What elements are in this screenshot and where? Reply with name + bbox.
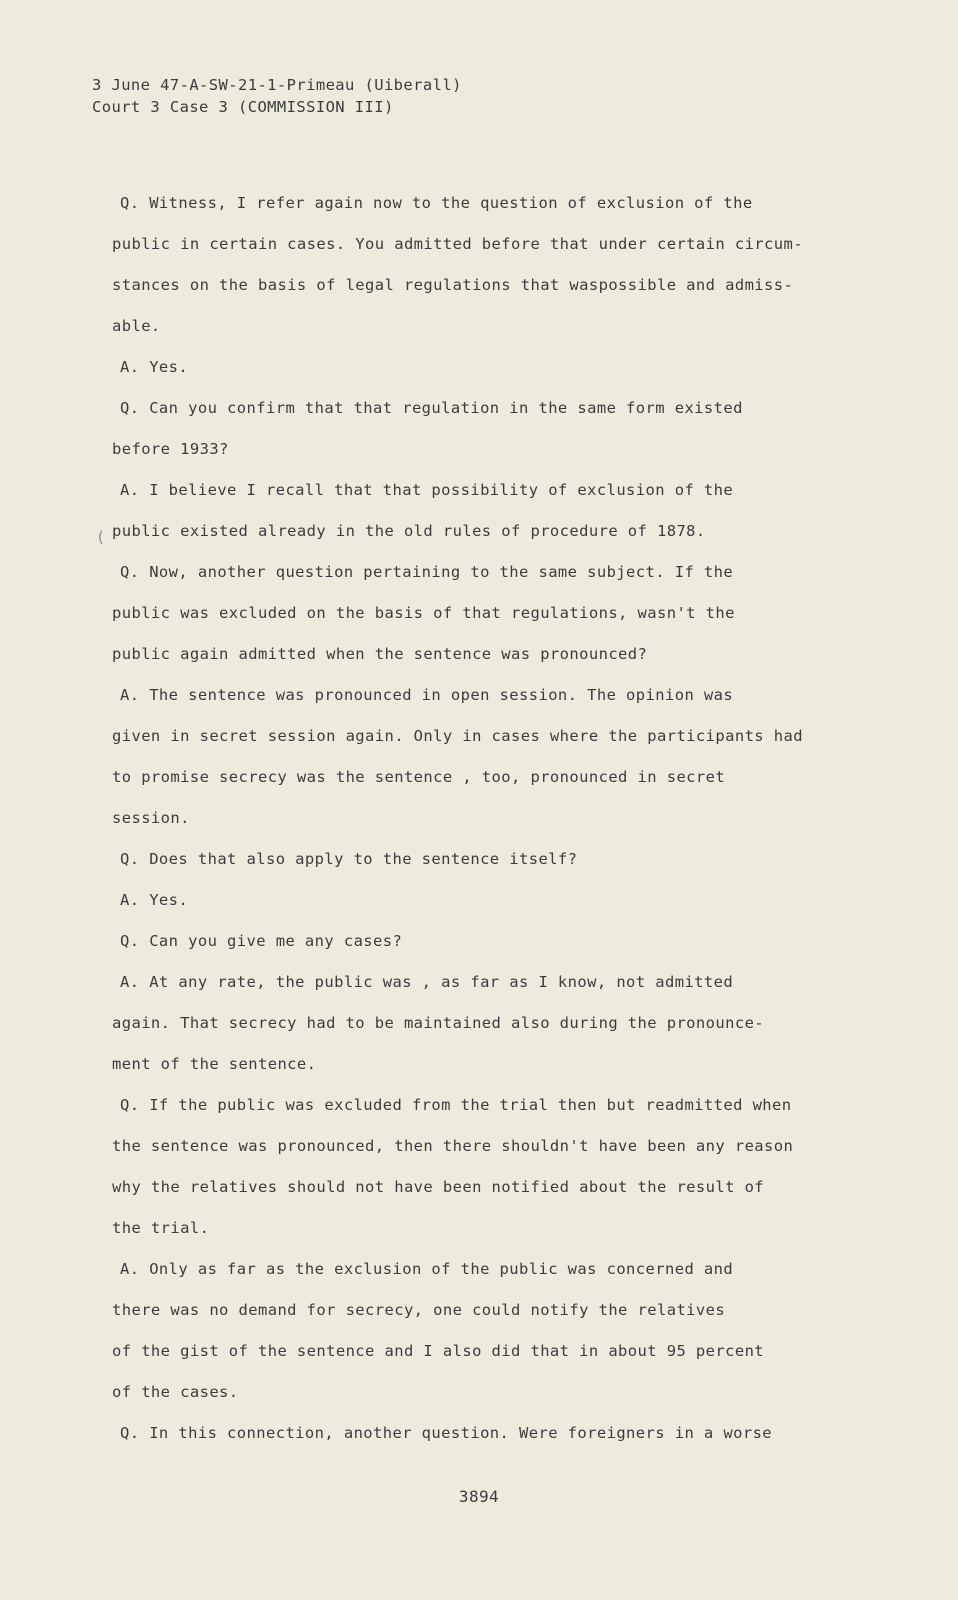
transcript-line: session.: [112, 809, 190, 827]
header-line-court-case: Court 3 Case 3 (COMMISSION III): [92, 98, 394, 116]
transcript-line: Q. Does that also apply to the sentence itself?: [120, 850, 578, 868]
transcript-line: A. Only as far as the exclusion of the public was concerned and: [120, 1260, 734, 1278]
transcript-line: of the cases.: [112, 1383, 239, 1401]
transcript-line: there was no demand for secrecy, one could notify the relatives: [112, 1301, 726, 1319]
transcript-line: stances on the basis of legal regulations that waspossible and admiss-: [112, 276, 794, 294]
transcript-line: Q. Can you give me any cases?: [120, 932, 403, 950]
transcript-line: ment of the sentence.: [112, 1055, 317, 1073]
transcript-line: to promise secrecy was the sentence , too, pronounced in secret: [112, 768, 726, 786]
transcript-line: Q. Now, another question pertaining to the same subject. If the: [120, 563, 734, 581]
transcript-line: A. The sentence was pronounced in open session. The opinion was: [120, 686, 734, 704]
transcript-line: public was excluded on the basis of that regulations, wasn't the: [112, 604, 735, 622]
margin-mark: (: [96, 528, 106, 546]
transcript-line: public again admitted when the sentence was pronounced?: [112, 645, 648, 663]
transcript-line: Q. If the public was excluded from the trial then but readmitted when: [120, 1096, 792, 1114]
document-header: [92, 74, 462, 118]
transcript-line: public existed already in the old rules of procedure of 1878.: [112, 522, 706, 540]
transcript-line: why the relatives should not have been notified about the result of: [112, 1178, 765, 1196]
transcript-line: before 1933?: [112, 440, 229, 458]
page-number: 3894: [458, 1487, 500, 1506]
transcript-line: public in certain cases. You admitted before that under certain circum-: [112, 235, 803, 253]
transcript-line: Q. Can you confirm that that regulation in the same form existed: [120, 399, 743, 417]
transcript-line: A. Yes.: [120, 891, 189, 909]
transcript-line: able.: [112, 317, 161, 335]
transcript-line: the sentence was pronounced, then there shouldn't have been any reason: [112, 1137, 794, 1155]
header-line-date-reference: 3 June 47-A-SW-21-1-Primeau (Uiberall): [92, 76, 462, 94]
transcript-line: A. At any rate, the public was , as far as I know, not admitted: [120, 973, 734, 991]
transcript-line: A. I believe I recall that that possibility of exclusion of the: [120, 481, 734, 499]
transcript-line: of the gist of the sentence and I also did that in about 95 percent: [112, 1342, 765, 1360]
transcript-line: Q. Witness, I refer again now to the question of exclusion of the: [120, 194, 753, 212]
transcript-line: given in secret session again. Only in cases where the participants had: [112, 727, 803, 745]
transcript-line: Q. In this connection, another question. Were foreigners in a worse: [120, 1424, 773, 1442]
transcript-line: A. Yes.: [120, 358, 189, 376]
transcript-line: again. That secrecy had to be maintained also during the pronounce-: [112, 1014, 765, 1032]
transcript-line: the trial.: [112, 1219, 210, 1237]
